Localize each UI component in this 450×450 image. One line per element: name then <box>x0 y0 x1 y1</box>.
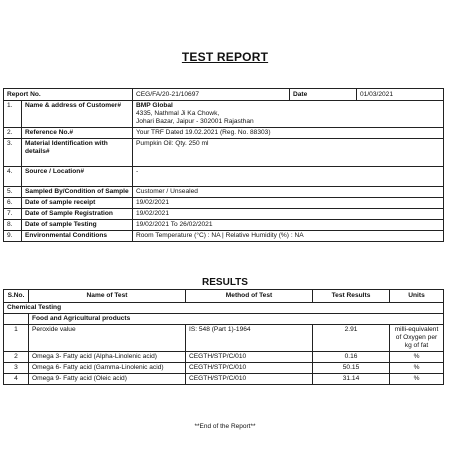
info-row <box>4 101 444 128</box>
report-title: TEST REPORT <box>181 50 269 64</box>
customer-name: BMP Global <box>136 102 173 109</box>
col-header-sno: S.No. <box>4 290 29 303</box>
row-sno: 3 <box>4 363 29 374</box>
results-header-row <box>4 290 444 303</box>
info-row-number: 5. <box>4 187 22 198</box>
results-table <box>3 289 444 385</box>
info-row-number: 4. <box>4 167 22 187</box>
row-result: 50.15 <box>313 363 390 374</box>
col-header-test-name: Name of Test <box>29 290 186 303</box>
row-units: milli-equivalent of Oxygen per kg of fat <box>390 325 444 352</box>
info-row <box>4 139 444 167</box>
info-row-number: 9. <box>4 231 22 242</box>
subsection-row <box>4 314 444 325</box>
info-row-number: 2. <box>4 128 22 139</box>
info-row <box>4 231 444 242</box>
customer-address-line: Johari Bazar, Jaipur - 302001 Rajasthan <box>136 118 254 125</box>
report-info-table <box>3 88 444 242</box>
row-method: CEGTH/STP/C/010 <box>186 352 313 363</box>
info-row-value: 19/02/2021 To 26/02/2021 <box>133 220 444 231</box>
info-row-value: - <box>133 167 444 187</box>
info-row <box>4 198 444 209</box>
row-method: IS: 548 (Part 1)-1964 <box>186 325 313 352</box>
col-header-units: Units <box>390 290 444 303</box>
info-row-label: Material Identification with details# <box>22 139 133 167</box>
info-row-value: 19/02/2021 <box>133 198 444 209</box>
info-row <box>4 187 444 198</box>
row-result: 31.14 <box>313 374 390 385</box>
subsection-label: Food and Agricultural products <box>29 314 444 325</box>
row-sno: 4 <box>4 374 29 385</box>
info-row-value: Pumpkin Oil: Qty. 250 ml <box>133 139 444 167</box>
report-number-row <box>4 89 444 101</box>
row-sno: 2 <box>4 352 29 363</box>
info-row-number: 8. <box>4 220 22 231</box>
row-method: CEGTH/STP/C/010 <box>186 374 313 385</box>
row-method: CEGTH/STP/C/010 <box>186 363 313 374</box>
info-row <box>4 220 444 231</box>
info-row-label: Name & address of Customer# <box>22 101 133 128</box>
info-row-label: Sampled By/Condition of Sample <box>22 187 133 198</box>
results-title: RESULTS <box>202 277 248 288</box>
info-row-label: Date of sample receipt <box>22 198 133 209</box>
section-label: Chemical Testing <box>4 303 444 314</box>
info-row-label: Reference No.# <box>22 128 133 139</box>
col-header-method: Method of Test <box>186 290 313 303</box>
row-units: % <box>390 363 444 374</box>
info-row <box>4 128 444 139</box>
customer-address-line: 4335, Nathmal Ji Ka Chowk, <box>136 110 220 117</box>
table-row <box>4 325 444 352</box>
info-row-number: 1. <box>4 101 22 128</box>
info-row-label: Date of Sample Registration <box>22 209 133 220</box>
date-value: 01/03/2021 <box>357 89 444 101</box>
table-row <box>4 374 444 385</box>
row-units: % <box>390 374 444 385</box>
info-row-number: 7. <box>4 209 22 220</box>
info-row-value: Room Temperature (°C) : NA | Relative Humidity (%) : NA <box>133 231 444 242</box>
info-row-label: Source / Location# <box>22 167 133 187</box>
row-test-name: Peroxide value <box>29 325 186 352</box>
row-test-name: Omega 6- Fatty acid (Gamma-Linolenic acid) <box>29 363 186 374</box>
col-header-result: Test Results <box>313 290 390 303</box>
row-result: 0.16 <box>313 352 390 363</box>
row-test-name: Omega 9- Fatty acid (Oleic acid) <box>29 374 186 385</box>
info-row-number: 3. <box>4 139 22 167</box>
table-row <box>4 352 444 363</box>
row-sno: 1 <box>4 325 29 352</box>
info-row-label: Date of sample Testing <box>22 220 133 231</box>
info-row-value: Your TRF Dated 19.02.2021 (Reg. No. 88303) <box>133 128 444 139</box>
info-row-number: 6. <box>4 198 22 209</box>
end-of-report: **End of the Report** <box>194 423 256 430</box>
customer-value <box>133 101 444 128</box>
info-row <box>4 209 444 220</box>
report-no-value: CEG/FA/20-21/10697 <box>133 89 290 101</box>
row-units: % <box>390 352 444 363</box>
subsection-spacer <box>4 314 29 325</box>
row-test-name: Omega 3- Fatty acid (Alpha-Linolenic acid) <box>29 352 186 363</box>
section-row <box>4 303 444 314</box>
table-row <box>4 363 444 374</box>
date-label: Date <box>290 89 357 101</box>
info-row-value: Customer / Unsealed <box>133 187 444 198</box>
info-row <box>4 167 444 187</box>
row-result: 2.91 <box>313 325 390 352</box>
info-row-label: Environmental Conditions <box>22 231 133 242</box>
report-no-label: Report No. <box>4 89 133 101</box>
info-row-value: 19/02/2021 <box>133 209 444 220</box>
